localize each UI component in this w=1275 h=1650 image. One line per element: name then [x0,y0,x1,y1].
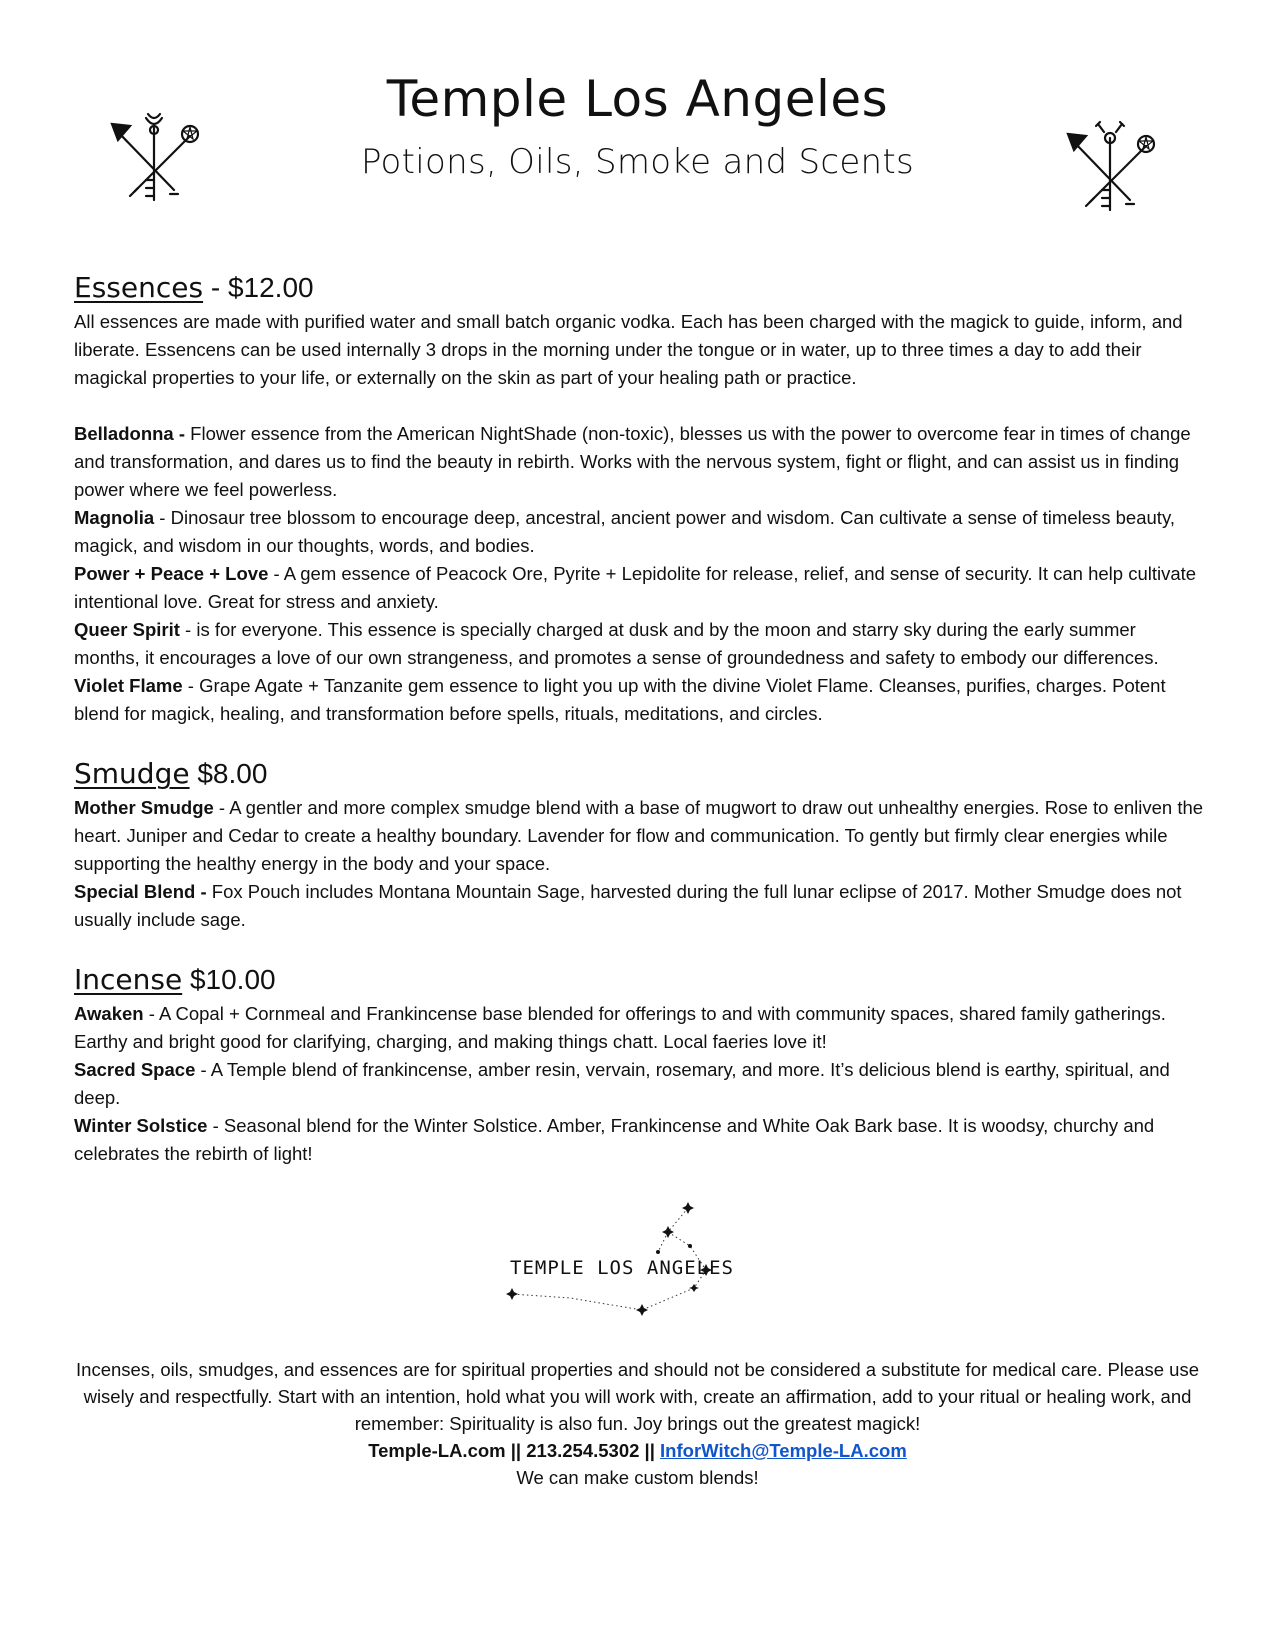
section-essences [74,270,1204,728]
product-description: - A Copal + Cornmeal and Frankincense base blended for offerings to and with community spaces, shared family gatherings. Earthy and bright good for clarifying, charging, and making things chatt. Local faeries love it! [74,1003,1166,1052]
product-description: - is for everyone. This essence is specially charged at dusk and by the moon and starry sky during the early summer months, it encourages a love of our own strangeness, and promotes a sense of groundedness and safety to embody our differences. [74,619,1159,668]
product-name: Queer Spirit [74,619,180,640]
product-description: - Dinosaur tree blossom to encourage deep, ancestral, ancient power and wisdom. Can cultivate a sense of timeless beauty, magick, and wisdom in our thoughts, words, and bodies. [74,507,1175,556]
product-item [74,794,1204,878]
content [74,270,1204,1196]
constellation-logo [500,1198,740,1328]
product-item [74,1056,1204,1112]
section-name: Smudge [74,757,190,790]
section-price: $10.00 [182,964,276,995]
section-price: - $12.00 [203,272,314,303]
section-incense [74,962,1204,1168]
section-smudge [74,756,1204,934]
product-name: Mother Smudge [74,797,214,818]
product-description: - Grape Agate + Tanzanite gem essence to light you up with the divine Violet Flame. Cleanses, purifies, charges. Potent blend for magick, healing, and transformation before spells, rituals, meditations, and circles. [74,675,1166,724]
product-name: Violet Flame [74,675,183,696]
product-item [74,878,1204,934]
sigil-icon-right [1060,118,1160,218]
product-name: Power + Peace + Love [74,563,269,584]
product-item [74,560,1204,616]
section-heading-essences [74,270,1204,306]
section-price: $8.00 [189,758,268,789]
page-subtitle: Potions, Oils, Smoke and Scents [360,142,915,182]
contact-info: Temple-LA.com || 213.254.5302 || [368,1440,661,1461]
product-description: - A Temple blend of frankincense, amber resin, vervain, rosemary, and more. It’s delicious blend is earthy, spiritual, and deep. [74,1059,1170,1108]
product-description: Flower essence from the American NightShade (non-toxic), blesses us with the power to overcome fear in times of change and transformation, and dares us to find the beauty in rebirth. Works with the nervous system, fight or flight, and can assist us in finding power where we feel powerless. [74,423,1191,500]
product-name: Belladonna - [74,423,186,444]
section-heading-incense [74,962,1204,998]
product-item [74,616,1204,672]
product-description: Fox Pouch includes Montana Mountain Sage, harvested during the full lunar eclipse of 2017. Mother Smudge does not usually include sage. [74,881,1182,930]
product-name: Special Blend - [74,881,207,902]
section-heading-smudge [74,756,1204,792]
product-description: - A gem essence of Peacock Ore, Pyrite + Lepidolite for release, relief, and sense of security. It can help cultivate intentional love. Great for stress and anxiety. [74,563,1197,612]
product-name: Sacred Space [74,1059,196,1080]
product-name: Magnolia [74,507,155,528]
closing-note: We can make custom blends! [516,1467,759,1488]
product-item [74,504,1204,560]
section-name: Incense [74,963,183,996]
section-name: Essences [74,271,204,304]
product-item [74,1112,1204,1168]
product-description: - A gentler and more complex smudge blend with a base of mugwort to draw out unhealthy energies. Rose to enliven the heart. Juniper and Cedar to create a healthy boundary. Lavender for flow and communication. To gently but firmly clear energies while supporting the healthy energy in the body and your space. [74,797,1204,874]
disclaimer: Incenses, oils, smudges, and essences are for spiritual properties and should not be considered a substitute for medical care. Please use wisely and respectfully. Start with an intention, hold what you will work with, create an affirmation, add to your ritual or healing work, and remember: Spirituality is also fun. Joy brings out the greatest magick! [76,1359,1199,1434]
product-name: Winter Solstice [74,1115,208,1136]
product-item [74,1000,1204,1056]
footer [60,1356,1215,1491]
product-item [74,672,1204,728]
email-link[interactable]: InforWitch@Temple-LA.com [660,1440,907,1461]
section-intro: All essences are made with purified water and small batch organic vodka. Each has been charged with the magick to guide, inform, and liberate. Essencens can be used internally 3 drops in the morning under the tongue or in water, up to three times a day to add their magickal properties to your life, or externally on the skin as part of your healing path or practice. [74,311,1183,388]
product-item [74,420,1204,504]
product-name: Awaken [74,1003,144,1024]
page-title: Temple Los Angeles [386,70,889,128]
logo-text: TEMPLE LOS ANGELES [510,1257,734,1279]
contact-line [60,1437,1215,1464]
product-description: - Seasonal blend for the Winter Solstice. Amber, Frankincense and White Oak Bark base. It is woodsy, churchy and celebrates the rebirth of light! [74,1115,1155,1164]
